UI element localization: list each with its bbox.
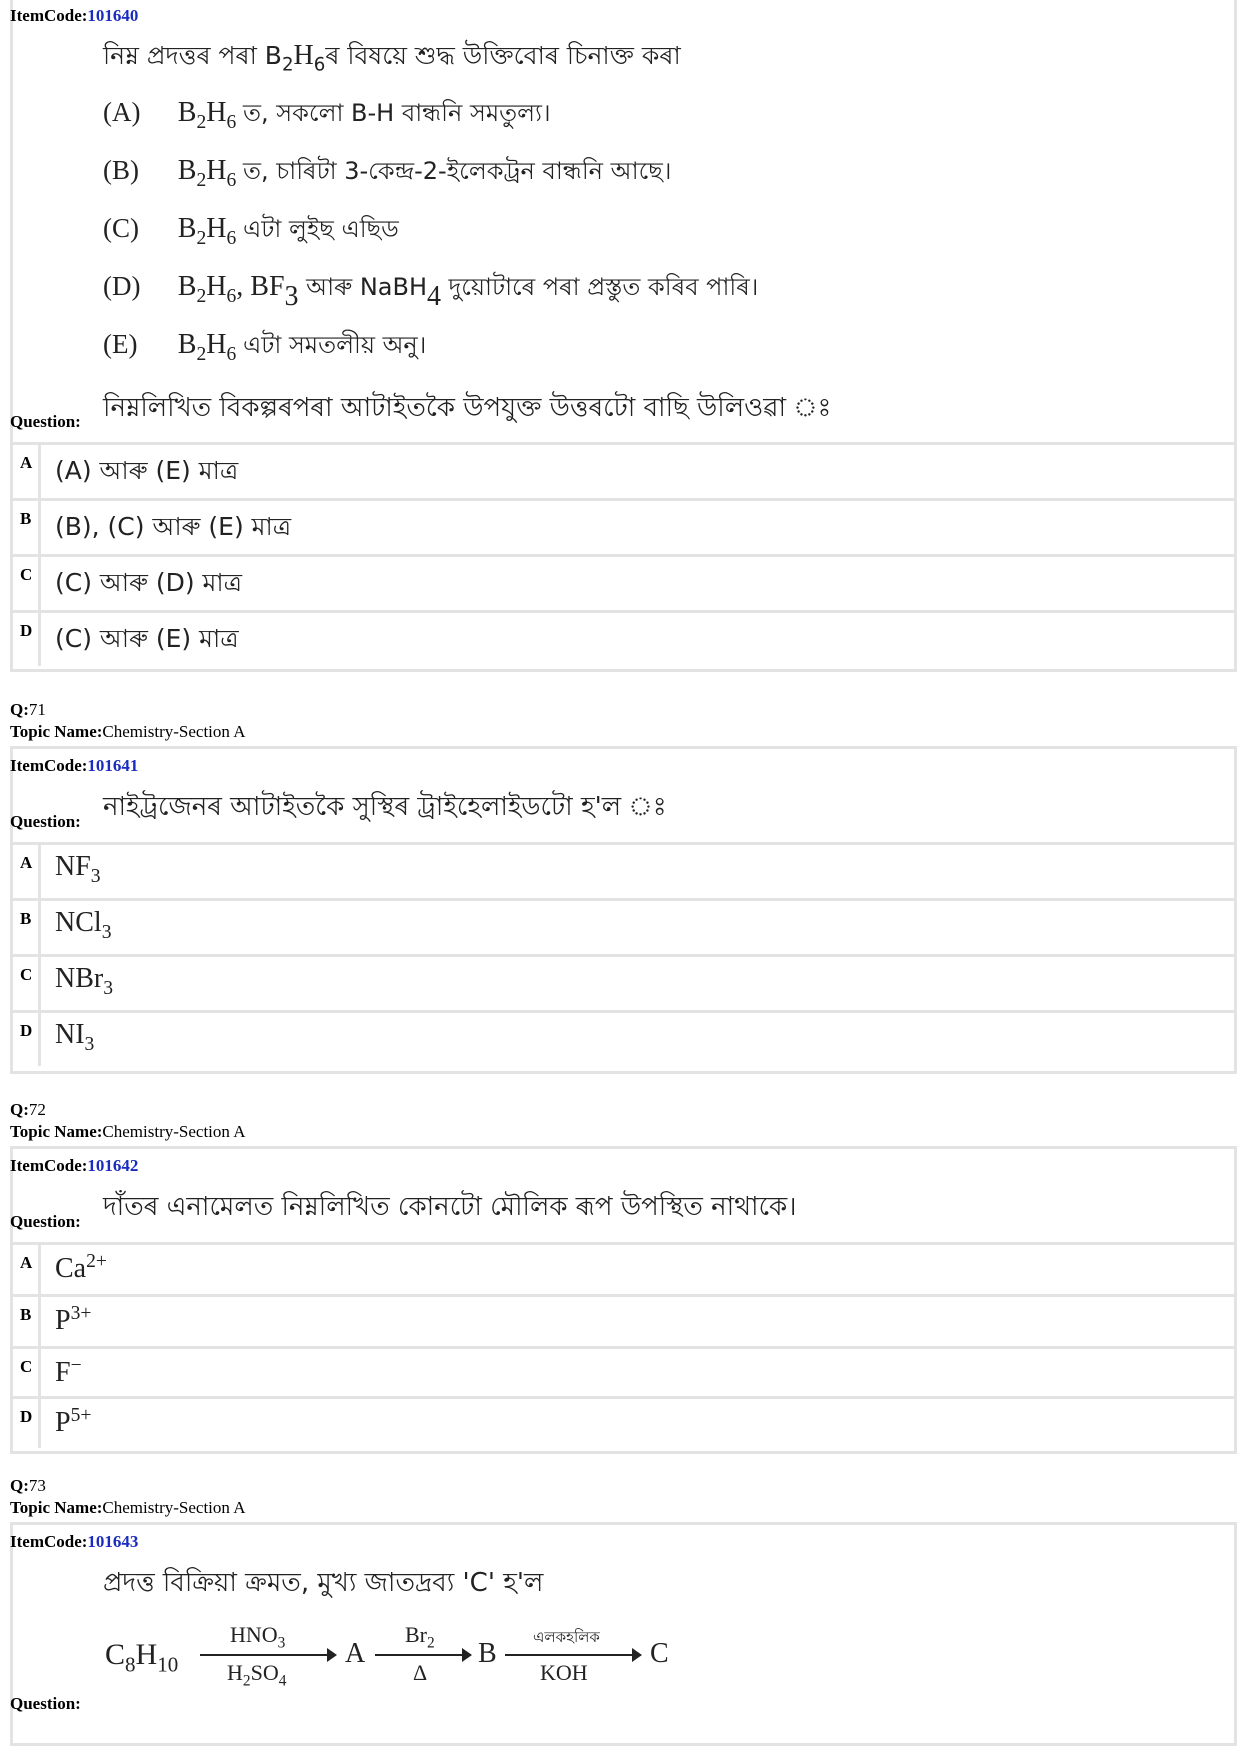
arrow-2-bottom: Δ: [413, 1660, 428, 1685]
arrow-1-bottom: $H_2SO_4$: [227, 1660, 287, 1690]
option-d[interactable]: D (C) আৰু (E) মাত্ৰ: [10, 610, 1237, 666]
question-70-stem: নিম্ন প্ৰদত্তৰ পৰা $B_2H_6ৰ$ বিষয়ে শুদ্ধ উক্তিবোৰ চিনাক্ত কৰা: [103, 40, 681, 76]
question-label: Question:: [10, 1694, 81, 1713]
arrow-3-top: এলকহলিক: [533, 1628, 600, 1646]
option-d[interactable]: D $NI_3$: [10, 1010, 1237, 1066]
item-code-73: ItemCode:101643: [10, 1532, 139, 1551]
statement-d: (D) $B_2H_6$, $BF_3$ আৰু NaBH$_4$ দুয়োটাৰে পৰা প্ৰস্তুত কৰিব পাৰি।: [103, 271, 759, 312]
product-a: A: [345, 1638, 366, 1669]
item-code-value: 101640: [87, 6, 139, 25]
statement-c: (C) $B_2H_6$ এটা লুইছ এছিড: [103, 213, 399, 249]
question-label: Question:: [10, 1212, 81, 1231]
question-71-number: Q:71: [10, 700, 46, 719]
item-code-70: ItemCode:101640: [10, 6, 139, 25]
question-71-prompt: নাইট্ৰজেনৰ আটাইতকৈ সুস্থিৰ ট্ৰাইহেলাইডটো হ'ল ঃ: [103, 792, 667, 822]
reaction-scheme: [105, 1622, 805, 1690]
option-a[interactable]: A (A) আৰু (E) মাত্ৰ: [10, 442, 1237, 498]
option-c[interactable]: C F−: [10, 1346, 1237, 1396]
reactant: $C_8H_{10}$: [105, 1638, 179, 1677]
question-73-topic: Topic Name:Chemistry-Section A: [10, 1498, 246, 1517]
arrow-1: [200, 1654, 330, 1656]
product-b: B: [478, 1638, 497, 1669]
arrow-3-bottom: KOH: [540, 1660, 588, 1685]
arrow-3-head: [632, 1648, 642, 1662]
arrow-2-head: [462, 1648, 472, 1662]
item-code-72: ItemCode:101642: [10, 1156, 139, 1175]
statement-a: (A) $B_2H_6$ ত, সকলো B-H বান্ধনি সমতুল্য।: [103, 97, 551, 133]
arrow-1-head: [327, 1648, 337, 1662]
statement-b: (B) $B_2H_6$ ত, চাৰিটা 3-কেন্দ্ৰ-2-ইলেকট্ৰন বান্ধনি আছে।: [103, 155, 672, 191]
arrow-2: [375, 1654, 465, 1656]
option-d[interactable]: D $P^{5+}$: [10, 1396, 1237, 1448]
option-a[interactable]: A $Ca^{2+}$: [10, 1242, 1237, 1294]
question-71-topic: Topic Name:Chemistry-Section A: [10, 722, 246, 741]
option-a[interactable]: A $NF_3$: [10, 842, 1237, 898]
question-70-prompt: নিম্নলিখিত বিকল্পৰপৰা আটাইতকৈ উপযুক্ত উত্তৰটো বাছি উলিওৱা ঃ: [103, 393, 832, 423]
option-b[interactable]: B $P^{3+}$: [10, 1294, 1237, 1346]
question-72-number: Q:72: [10, 1100, 46, 1119]
question-73-number: Q:73: [10, 1476, 46, 1495]
option-b[interactable]: B (B), (C) আৰু (E) মাত্ৰ: [10, 498, 1237, 554]
item-code-71: ItemCode:101641: [10, 756, 139, 775]
arrow-2-top: $Br_2$: [405, 1622, 435, 1652]
option-b[interactable]: B NCl$_3$: [10, 898, 1237, 954]
arrow-3: [505, 1654, 635, 1656]
statement-e: (E) $B_2H_6$ এটা সমতলীয় অনু।: [103, 329, 427, 365]
question-label: Question:: [10, 412, 81, 431]
arrow-1-top: $HNO_3$: [230, 1622, 286, 1652]
question-72-topic: Topic Name:Chemistry-Section A: [10, 1122, 246, 1141]
product-c: C: [650, 1638, 669, 1669]
question-73-stem: প্ৰদত্ত বিক্ৰিয়া ক্ৰমত, মুখ্য জাতদ্ৰব্য 'C' হ'ল: [103, 1568, 544, 1598]
question-label: Question:: [10, 812, 81, 831]
option-c[interactable]: C (C) আৰু (D) মাত্ৰ: [10, 554, 1237, 610]
option-c[interactable]: C NBr$_3$: [10, 954, 1237, 1010]
question-72-prompt: দাঁতৰ এনামেলত নিম্নলিখিত কোনটো মৌলিক ৰূপ উপস্থিত নাথাকে।: [103, 1192, 797, 1222]
